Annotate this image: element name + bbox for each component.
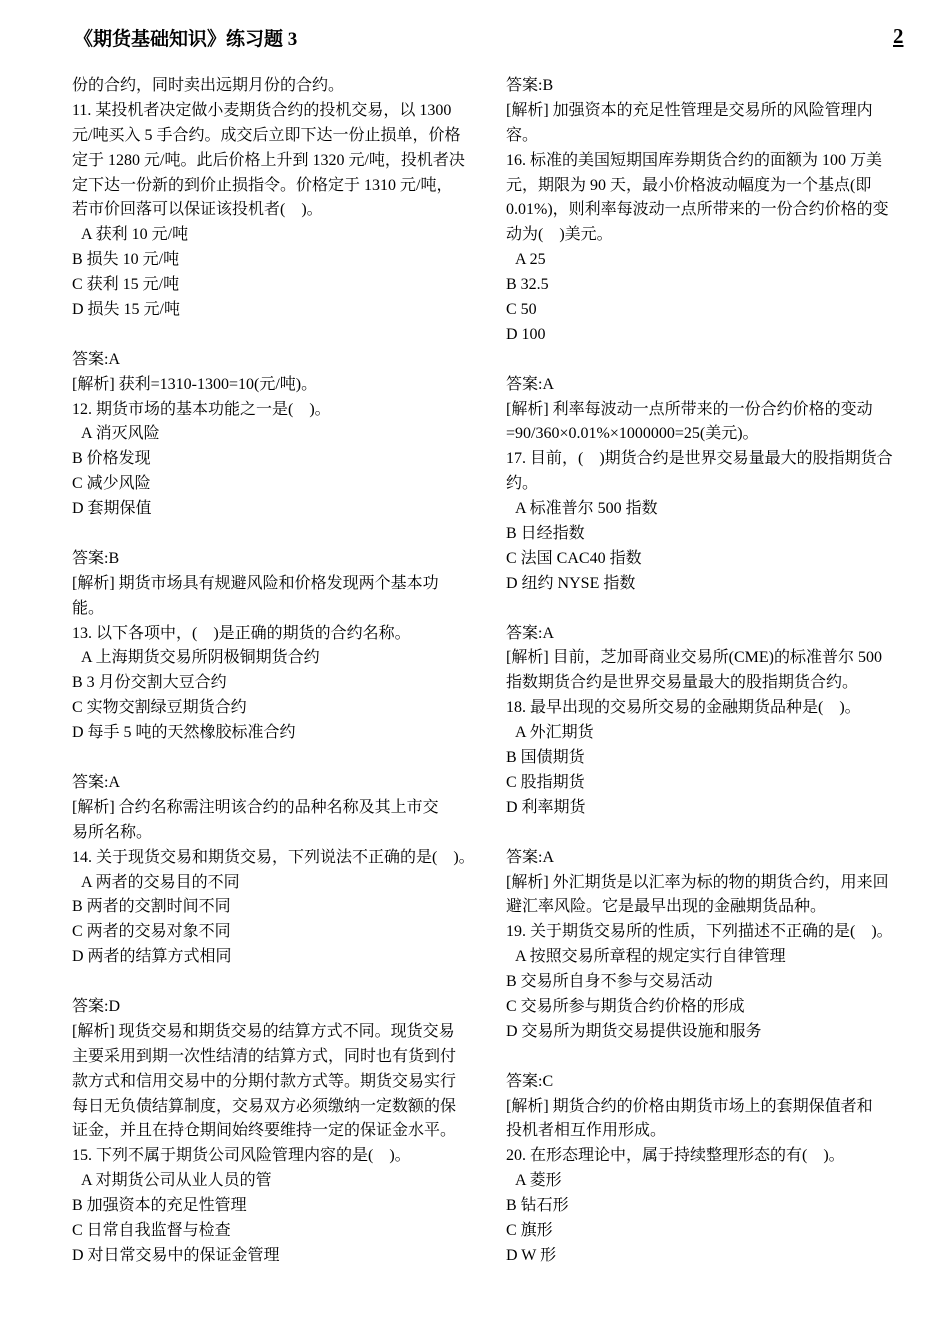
answer-line: 答案:C [506, 1072, 554, 1090]
text-line: 证金，并且在持仓期间始终要维持一定的保证金水平。 [72, 1122, 457, 1140]
text-line: 约。 [506, 475, 539, 493]
left-column [72, 74, 474, 1269]
explanation-text: [解析] 期货市场具有规避风险和价格发现两个基本功 [72, 574, 439, 592]
right-column [506, 74, 908, 1269]
answer-option: A 外汇期货 [515, 724, 594, 742]
answer-option: A 标准普尔 500 指数 [515, 500, 658, 518]
text-line: 容。 [506, 126, 539, 144]
answer-option: B 3 月份交割大豆合约 [72, 674, 227, 692]
answer-option: A 上海期货交易所阴极铜期货合约 [81, 649, 320, 667]
answer-option: B 交易所自身不参与交易活动 [506, 973, 713, 991]
answer-option: B 价格发现 [72, 450, 151, 468]
question-text: 13. 以下各项中，( )是正确的期货的合约名称。 [72, 624, 411, 642]
text-line: 避汇率风险。它是最早出现的金融期货品种。 [506, 898, 827, 916]
answer-option: D 100 [506, 325, 546, 343]
blank-line [506, 348, 908, 373]
text-line: 元，期限为 90 天，最小价格波动幅度为一个基点(即 [506, 176, 872, 194]
answer-option: C 减少风险 [72, 475, 151, 493]
answer-line: 答案:A [72, 350, 121, 368]
answer-option: D 纽约 NYSE 指数 [506, 574, 636, 592]
text-line: 若市价回落可以保证该投机者( )。 [72, 201, 323, 219]
question-text: 19. 关于期货交易所的性质，下列描述不正确的是( )。 [506, 923, 893, 941]
explanation-text: [解析] 期货合约的价格由期货市场上的套期保值者和 [506, 1097, 873, 1115]
answer-option: C 日常自我监督与检查 [72, 1221, 231, 1239]
answer-option: B 两者的交割时间不同 [72, 898, 231, 916]
page-number: 2 [893, 24, 904, 48]
answer-line: 答案:D [72, 997, 121, 1015]
blank-line [72, 970, 474, 995]
answer-option: D 利率期货 [506, 798, 586, 816]
answer-line: 答案:A [506, 624, 555, 642]
answer-option: B 日经指数 [506, 525, 585, 543]
answer-option: B 32.5 [506, 276, 549, 294]
answer-option: A 菱形 [515, 1172, 562, 1190]
blank-line [72, 522, 474, 547]
text-line: 定下达一份新的到价止损指令。价格定于 1310 元/吨， [72, 176, 453, 194]
answer-option: D 两者的结算方式相同 [72, 948, 232, 966]
blank-line [72, 746, 474, 771]
answer-option: C 交易所参与期货合约价格的形成 [506, 997, 745, 1015]
text-line: 份的合约，同时卖出远期月份的合约。 [72, 77, 345, 94]
text-line: 款方式和信用交易中的分期付款方式等。期货交易实行 [72, 1072, 457, 1090]
answer-option: D 每手 5 吨的天然橡胶标准合约 [72, 724, 296, 742]
question-text: 12. 期货市场的基本功能之一是( )。 [72, 400, 331, 418]
blank-line [506, 1045, 908, 1070]
text-line: 指数期货合约是世界交易量最大的股指期货合约。 [506, 674, 859, 692]
explanation-text: [解析] 利率每波动一点所带来的一份合约价格的变动 [506, 400, 873, 418]
document-title: 《期货基础知识》练习题 3 [74, 29, 298, 50]
blank-line [506, 597, 908, 622]
question-text: 14. 关于现货交易和期货交易，下列说法不正确的是( )。 [72, 848, 475, 866]
text-line: 元/吨买入 5 手合约。成交后立即下达一份止损单，价格 [72, 126, 461, 144]
text-line: =90/360×0.01%×1000000=25(美元)。 [506, 425, 759, 443]
explanation-text: [解析] 合约名称需注明该合约的品种名称及其上市交 [72, 798, 439, 816]
answer-option: C 获利 15 元/吨 [72, 276, 180, 294]
explanation-text: [解析] 现货交易和期货交易的结算方式不同。现货交易 [72, 1022, 455, 1040]
answer-option: A 获利 10 元/吨 [81, 226, 189, 244]
answer-line: 答案:A [506, 375, 555, 393]
text-line: 易所名称。 [72, 823, 153, 841]
answer-option: C 旗形 [506, 1221, 553, 1239]
question-text: 18. 最早出现的交易所交易的金融期货品种是( )。 [506, 699, 861, 717]
answer-option: C 50 [506, 301, 537, 319]
answer-line: 答案:A [72, 773, 121, 791]
question-text: 0.01%)，则利率每波动一点所带来的一份合约价格的变 [506, 201, 889, 219]
question-text: 17. 目前，( )期货合约是世界交易量最大的股指期货合 [506, 450, 893, 468]
text-line: 动为( )美元。 [506, 226, 613, 244]
answer-option: C 实物交割绿豆期货合约 [72, 699, 247, 717]
answer-option: A 两者的交易目的不同 [81, 873, 240, 891]
answer-option: A 按照交易所章程的规定实行自律管理 [515, 948, 786, 966]
text-line: 定于 1280 元/吨。此后价格上升到 1320 元/吨，投机者决 [72, 151, 465, 169]
question-text: 16. 标准的美国短期国库券期货合约的面额为 100 万美 [506, 151, 883, 169]
answer-option: D 交易所为期货交易提供设施和服务 [506, 1022, 762, 1040]
answer-line: 答案:A [506, 848, 555, 866]
answer-option: C 股指期货 [506, 773, 585, 791]
answer-option: D W 形 [506, 1246, 557, 1264]
question-text: 20. 在形态理论中，属于持续整理形态的有( )。 [506, 1147, 845, 1165]
answer-line: 答案:B [506, 77, 554, 94]
text-line: 主要采用到期一次性结清的结算方式，同时也有货到付 [72, 1047, 457, 1065]
answer-option: A 25 [515, 251, 546, 269]
question-text: 11. 某投机者决定做小麦期货合约的投机交易，以 1300 [72, 101, 452, 119]
explanation-text: [解析] 加强资本的充足性管理是交易所的风险管理内 [506, 101, 873, 119]
blank-line [72, 323, 474, 348]
explanation-text: [解析] 获利=1310-1300=10(元/吨)。 [72, 375, 318, 393]
answer-option: D 损失 15 元/吨 [72, 301, 181, 319]
answer-option: A 对期货公司从业人员的管 [81, 1172, 272, 1190]
answer-option: D 套期保值 [72, 500, 152, 518]
text-line: 投机者相互作用形成。 [506, 1122, 667, 1140]
text-line: 每日无负债结算制度，交易双方必须缴纳一定数额的保 [72, 1097, 457, 1115]
explanation-text: [解析] 外汇期货是以汇率为标的物的期货合约，用来回 [506, 873, 889, 891]
answer-option: A 消灭风险 [81, 425, 160, 443]
explanation-text: [解析] 目前，芝加哥商业交易所(CME)的标准普尔 500 [506, 649, 882, 667]
answer-option: B 钻石形 [506, 1197, 569, 1215]
answer-option: B 国债期货 [506, 749, 585, 767]
answer-option: C 法国 CAC40 指数 [506, 549, 642, 567]
question-text: 15. 下列不属于期货公司风险管理内容的是( )。 [72, 1147, 411, 1165]
blank-line [506, 821, 908, 846]
answer-line: 答案:B [72, 549, 120, 567]
answer-option: D 对日常交易中的保证金管理 [72, 1246, 280, 1264]
text-line: 能。 [72, 599, 105, 617]
answer-option: B 损失 10 元/吨 [72, 251, 180, 269]
answer-option: C 两者的交易对象不同 [72, 923, 231, 941]
answer-option: B 加强资本的充足性管理 [72, 1197, 247, 1215]
